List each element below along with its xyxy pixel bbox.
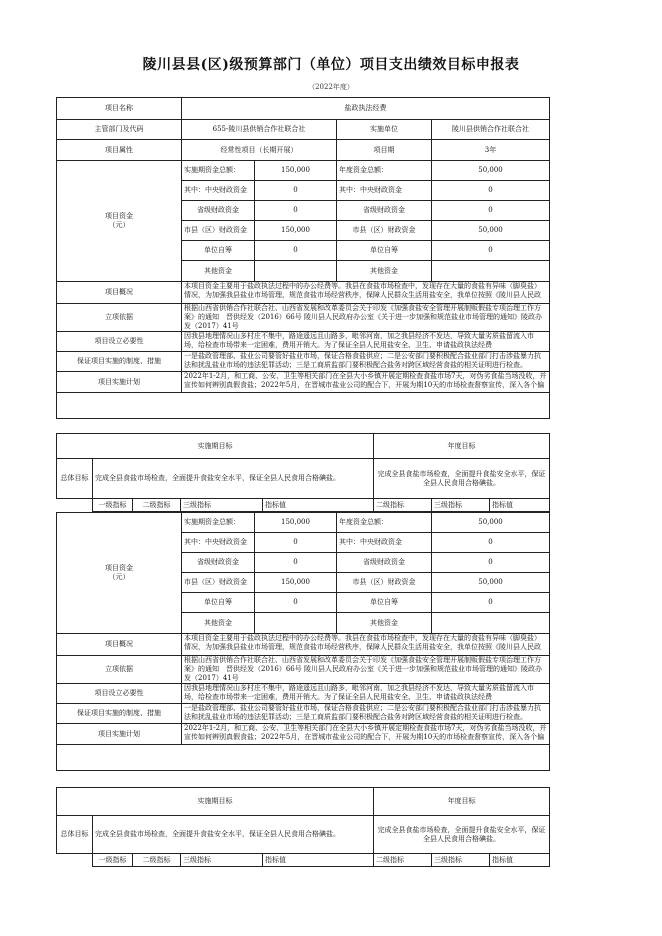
guarantee-label-2: 保证项目实施的制度、措施 [57, 704, 182, 724]
guarantee-label: 保证项目实施的制度、措施 [57, 352, 182, 372]
funds-unit-text-2: （元） [108, 573, 130, 581]
city-county-value: 150,000 [255, 221, 337, 241]
city-county-annual-value-2: 50,000 [432, 573, 550, 593]
goal-table-2 [56, 787, 550, 867]
necessity-text [182, 332, 550, 352]
funds-label-text: 项目资金 [105, 212, 133, 220]
other-annual-value [432, 261, 550, 282]
lvl3-header: 三级指标 [181, 499, 263, 512]
project-period-value: 3年 [432, 140, 550, 161]
overall-impl-text-2: 完成全县食盐市场检查，全面提升食盐安全水平，保证全县人民食用合格碘盐。 [93, 816, 374, 854]
plan-label: 项目实施计划 [57, 372, 182, 393]
lvl2-header-annual: 二级指标 [374, 499, 432, 512]
overview-content: 本项目资金主要用于盐政执法过程中的办公经费等。我县在食盐市场检查中，发现存在大量的食盐有异味（脚臭盐）情况，为加强我县盐业市场管理，规范食盐市场经营秩序，保障人民群众生活用盐安全，我单位按照《陵川县人民政 [184, 282, 541, 299]
plan-text-2 [182, 724, 550, 745]
necessity-label: 项目设立必要性 [57, 332, 182, 352]
basis-label-2: 立项依据 [57, 656, 182, 684]
city-county-value-2: 150,000 [255, 573, 337, 593]
overall-annual-text-2: 完成全县食盐市场检查，全面提升食盐安全水平，保证全县人民食用合格碘盐。 [374, 816, 550, 854]
plan-content-2: 2022年1-2月，和工商、公安、卫生等相关部门在全县大小乡镇开展定期检查食盐市场7天，对伪劣食盐当场没收，并宣传如何辨别真假食盐；2022年5月，在晋城市盐业公司的配合下，开展为期10天的市场检查督察宣传，深入各个偏 [184, 724, 547, 741]
guarantee-content-2: 一是盐政管理部、盐业公司要管好盐业市场，保证合格食盐供应；二是公安部门要积极配合盐业部门打击涉盐暴力抗法和扰乱盐业市场的违法犯罪活动；三是工商质监部门要积极配合盐务对跨区域经营食盐的相关证明进行检查。 [184, 704, 541, 721]
city-county-label: 市县（区）财政资金 [182, 221, 255, 241]
total-funds-value: 150,000 [255, 161, 337, 181]
report-year: （2022年度） [308, 83, 354, 91]
overview-content-2: 本项目资金主要用于盐政执法过程中的办公经费等。我县在食盐市场检查中，发现存在大量的食盐有异味（脚臭盐）情况，为加强我县盐业市场管理，规范食盐市场经营秩序，保障人民群众生活用盐安全，我单位按照《陵川县人民政 [184, 634, 541, 651]
necessity-text-2 [182, 684, 550, 704]
guarantee-text-2 [182, 704, 550, 724]
provincial-annual-label-2: 省级财政资金 [337, 553, 432, 573]
other-value-2 [255, 613, 337, 634]
city-county-annual-label: 市县（区）财政资金 [337, 221, 432, 241]
central-value: 0 [255, 181, 337, 201]
self-annual-label: 单位自筹 [337, 241, 432, 261]
provincial-value: 0 [255, 201, 337, 221]
city-county-annual-value: 50,000 [432, 221, 550, 241]
dept-label: 主管部门及代码 [57, 120, 182, 140]
overview-label: 项目概况 [57, 282, 182, 304]
necessity-content: 因我县地理情况山多村庄不集中，路途遥远且山路多，毗邻河南，加之我县经济不发达，导致大量劣质盐留流入市场，给检查市场带来一定困难，费用开销大。为了保证全县人民用盐安全、卫生、申请盐政执法经费 [184, 332, 534, 349]
total-funds-label: 实施期资金总额： [182, 161, 255, 181]
guarantee-text [182, 352, 550, 372]
project-attr-label: 项目属性 [57, 140, 182, 161]
overall-label: 总体目标 [57, 459, 93, 499]
plan-text [182, 372, 550, 393]
indval-header-annual: 指标值 [490, 499, 550, 512]
project-attr-value: 经常性项目（长期开展） [182, 140, 337, 161]
dept-value: 655-陵川县供销合作社联合社 [182, 120, 337, 140]
basis-content-2: 根据山西省供销合作社联合社、山西省发展和改革委员会关于印发《加强食盐安全管理开展制贩假盐专项治理工作方案》的通知 晋供经发（2016）66号 陵川县人民政府办公室《关于进一步加强和规范盐业市场管理的通知》陵政办发（2017）41号 [184, 656, 542, 682]
necessity-content-2: 因我县地理情况山多村庄不集中，路途遥远且山路多，毗邻河南，加之我县经济不发达，导致大量劣质盐留流入市场，给检查市场带来一定困难，费用开销大。为了保证全县人民用盐安全、卫生、申请盐政执法经费 [184, 684, 534, 701]
city-county-annual-label-2: 市县（区）财政资金 [337, 573, 432, 593]
lvl3-header-2: 三级指标 [181, 854, 263, 867]
other-value [255, 261, 337, 282]
funds-label [57, 161, 182, 282]
blank-cell-2 [57, 854, 93, 867]
self-value: 0 [255, 241, 337, 261]
provincial-annual-value-2: 0 [432, 553, 550, 573]
other-label: 其他资金 [182, 261, 255, 282]
annual-funds-value-2: 50,000 [432, 513, 550, 533]
funds-label-2 [57, 513, 182, 634]
overview-text [182, 282, 550, 304]
central-annual-value: 0 [432, 181, 550, 201]
exec-unit-value: 陵川县供销合作社联合社 [432, 120, 550, 140]
lvl1-header-2: 一级指标 [93, 854, 133, 867]
self-label: 单位自筹 [182, 241, 255, 261]
impl-goal-header-2: 实施期目标 [57, 788, 374, 816]
provincial-label-2: 省级财政资金 [182, 553, 255, 573]
basis-text-2 [182, 656, 550, 684]
overall-impl-text: 完成全县食盐市场检查，全面提升食盐安全水平，保证全县人民食用合格碘盐。 [93, 459, 374, 499]
basis-content: 根据山西省供销合作社联合社、山西省发展和改革委员会关于印发《加强食盐安全管理开展制贩假盐专项治理工作方案》的通知 晋供经发（2016）66号 陵川县人民政府办公室《关于进一步加强和规范盐业市场管理的通知》陵政办发（2017）41号 [184, 304, 542, 330]
self-value-2: 0 [255, 593, 337, 613]
necessity-label-2: 项目设立必要性 [57, 684, 182, 704]
overview-text-2 [182, 634, 550, 656]
indval-header-2: 指标值 [263, 854, 374, 867]
project-name-label: 项目名称 [57, 98, 182, 120]
basis-text [182, 304, 550, 332]
page-title: 陵川县县(区)级预算部门（单位）项目支出绩效目标申报表 [142, 57, 520, 73]
plan-label-2: 项目实施计划 [57, 724, 182, 745]
guarantee-content: 一是盐政管理部、盐业公司要管好盐业市场，保证合格食盐供应；二是公安部门要积极配合盐业部门打击涉盐暴力抗法和扰乱盐业市场的违法犯罪活动；三是工商质监部门要积极配合盐务对跨区域经营食盐的相关证明进行检查。 [184, 352, 541, 369]
annual-goal-header-2: 年度目标 [374, 788, 550, 816]
central-value-2: 0 [255, 533, 337, 553]
indval-header-annual-2: 指标值 [490, 854, 550, 867]
lvl2-header-annual-2: 二级指标 [374, 854, 432, 867]
self-annual-label-2: 单位自筹 [337, 593, 432, 613]
overall-label-2: 总体目标 [57, 816, 93, 854]
overall-annual-text: 完成全县食盐市场检查，全面提升食盐安全水平，保证全县人民食用合格碘盐。 [374, 459, 550, 499]
spacer-row-2 [57, 745, 550, 771]
project-info-table-repeat [56, 512, 550, 771]
project-period-label: 项目期 [337, 140, 432, 161]
self-annual-value-2: 0 [432, 593, 550, 613]
other-annual-label: 其他资金 [337, 261, 432, 282]
provincial-annual-label: 省级财政资金 [337, 201, 432, 221]
goal-table-1 [56, 433, 550, 512]
annual-funds-value: 50,000 [432, 161, 550, 181]
total-funds-label-2: 实施期资金总额： [182, 513, 255, 533]
lvl3-header-annual: 三级指标 [432, 499, 490, 512]
self-label-2: 单位自筹 [182, 593, 255, 613]
funds-label-text-2: 项目资金 [105, 564, 133, 572]
total-funds-value-2: 150,000 [255, 513, 337, 533]
central-label: 其中：中央财政资金 [182, 181, 255, 201]
annual-goal-header: 年度目标 [374, 434, 550, 459]
central-annual-label-2: 其中：中央财政资金 [337, 533, 432, 553]
other-annual-label-2: 其他资金 [337, 613, 432, 634]
impl-goal-header: 实施期目标 [57, 434, 374, 459]
annual-funds-label: 年度资金总额： [337, 161, 432, 181]
annual-funds-label-2: 年度资金总额： [337, 513, 432, 533]
spacer-row [57, 393, 550, 419]
other-label-2: 其他资金 [182, 613, 255, 634]
central-annual-value-2: 0 [432, 533, 550, 553]
project-name-value: 盐政执法经费 [182, 98, 550, 120]
provincial-value-2: 0 [255, 553, 337, 573]
provincial-label: 省级财政资金 [182, 201, 255, 221]
exec-unit-label: 实施单位 [337, 120, 432, 140]
central-label-2: 其中：中央财政资金 [182, 533, 255, 553]
city-county-label-2: 市县（区）财政资金 [182, 573, 255, 593]
plan-content: 2022年1-2月，和工商、公安、卫生等相关部门在全县大小乡镇开展定期检查食盐市场7天，对伪劣食盐当场没收，并宣传如何辨别真假食盐；2022年5月，在晋城市盐业公司的配合下，开展为期10天的市场检查督察宣传，深入各个偏 [184, 372, 547, 389]
lvl2-header: 二级指标 [133, 499, 181, 512]
lvl3-header-annual-2: 三级指标 [432, 854, 490, 867]
self-annual-value: 0 [432, 241, 550, 261]
project-info-table [56, 97, 550, 419]
blank-cell [57, 499, 93, 512]
overview-label-2: 项目概况 [57, 634, 182, 656]
lvl1-header: 一级指标 [93, 499, 133, 512]
funds-unit-text: （元） [108, 221, 130, 229]
basis-label: 立项依据 [57, 304, 182, 332]
provincial-annual-value: 0 [432, 201, 550, 221]
lvl2-header-2: 二级指标 [133, 854, 181, 867]
central-annual-label: 其中：中央财政资金 [337, 181, 432, 201]
other-annual-value-2 [432, 613, 550, 634]
indval-header: 指标值 [263, 499, 374, 512]
